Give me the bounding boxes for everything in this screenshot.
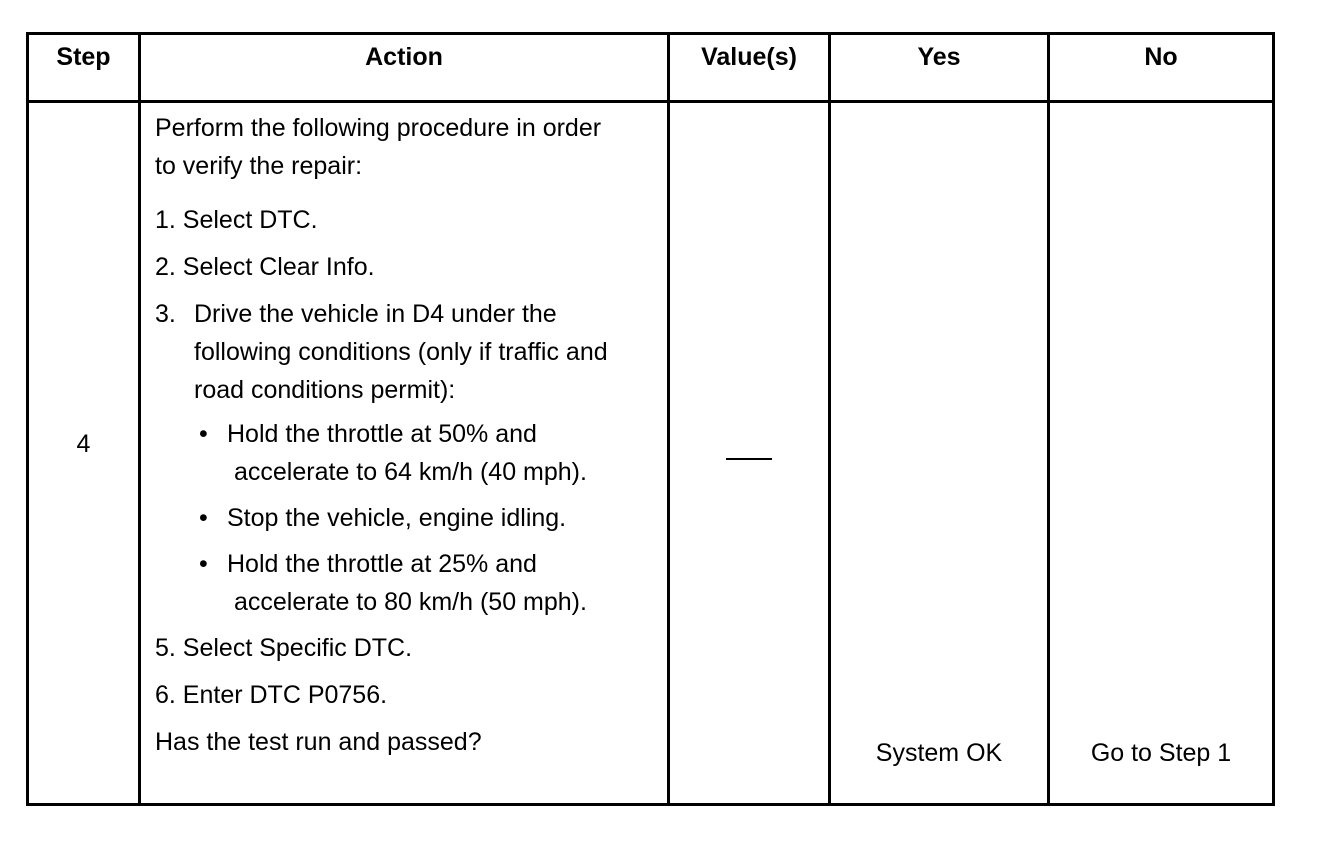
yes-cell bbox=[830, 102, 1049, 805]
step-cell bbox=[28, 102, 140, 805]
bullet-3-line-2: accelerate to 80 km/h (50 mph). bbox=[234, 588, 587, 616]
action-question: Has the test run and passed? bbox=[155, 728, 482, 756]
bullet-item-2 bbox=[155, 499, 657, 537]
bullet-1-line-1: Hold the throttle at 50% and bbox=[227, 420, 537, 448]
step-number: 4 bbox=[76, 430, 91, 458]
action-content bbox=[141, 103, 667, 761]
step-item-3-number: 3. bbox=[155, 300, 176, 328]
header-action: Action bbox=[140, 34, 669, 102]
step-item-3-line-2: following conditions (only if traffic and bbox=[194, 338, 608, 366]
dash-mark bbox=[726, 458, 772, 460]
intro-line-2: to verify the repair: bbox=[155, 152, 363, 180]
bullet-1-line-2: accelerate to 64 km/h (40 mph). bbox=[234, 458, 587, 486]
header-values: Value(s) bbox=[669, 34, 830, 102]
bullet-item-1 bbox=[155, 415, 657, 491]
step-item-1: 1. Select DTC. bbox=[155, 206, 318, 234]
table-row bbox=[28, 102, 1274, 805]
intro-line-1: Perform the following procedure in order bbox=[155, 114, 602, 142]
bullet-dot-icon: • bbox=[199, 420, 208, 448]
step-item-3 bbox=[155, 295, 657, 409]
header-step: Step bbox=[28, 34, 140, 102]
header-yes: Yes bbox=[830, 34, 1049, 102]
bullet-3-line-1: Hold the throttle at 25% and bbox=[227, 550, 537, 578]
value-none-dash bbox=[670, 433, 828, 471]
no-result: Go to Step 1 bbox=[1090, 739, 1232, 767]
table-header-row bbox=[28, 34, 1274, 102]
bullet-dot-icon: • bbox=[199, 504, 208, 532]
action-cell bbox=[140, 102, 669, 805]
bullet-dot-icon: • bbox=[199, 550, 208, 578]
no-cell bbox=[1049, 102, 1274, 805]
header-no: No bbox=[1049, 34, 1274, 102]
step-item-3-line-1: Drive the vehicle in D4 under the bbox=[194, 300, 557, 328]
diagnostic-procedure-table bbox=[26, 32, 1275, 806]
action-intro bbox=[155, 109, 657, 185]
step-item-6: 6. Enter DTC P0756. bbox=[155, 681, 388, 709]
bullet-2-line-1: Stop the vehicle, engine idling. bbox=[227, 504, 567, 532]
values-cell bbox=[669, 102, 830, 805]
yes-result: System OK bbox=[875, 739, 1003, 767]
step-item-3-line-3: road conditions permit): bbox=[194, 376, 456, 404]
bullet-item-3 bbox=[155, 545, 657, 621]
step-item-2: 2. Select Clear Info. bbox=[155, 253, 375, 281]
step-item-5: 5. Select Specific DTC. bbox=[155, 634, 413, 662]
